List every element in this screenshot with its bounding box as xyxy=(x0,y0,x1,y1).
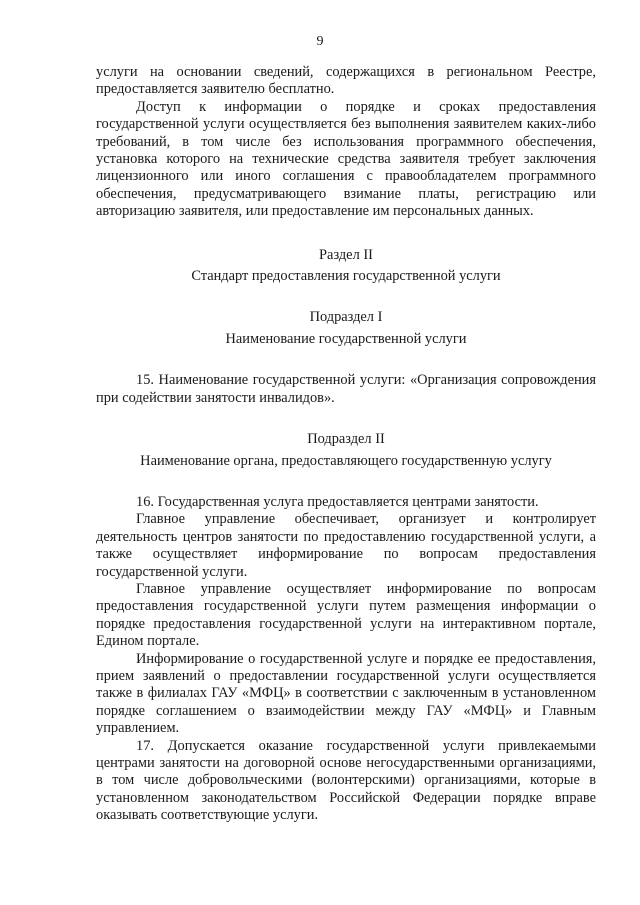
paragraph-15: 15. Наименование государственной услуги: «Организация сопровождения при содействии занятости инвалидов». xyxy=(96,372,596,406)
subsection-2-title: Наименование органа, предоставляющего государственную услугу xyxy=(140,452,552,469)
document-body xyxy=(96,64,596,825)
paragraph-access-info: Доступ к информации о порядке и сроках предоставления государственной услуги осуществляется без выполнения заявителем каких-либо требований, в том числе без использования программного обеспечения, установка которого на технические средства заявителя требует заключения лицензионного или иного соглашения с правообладателем программного обеспечения, предусматривающего взимание платы, регистрацию или авторизацию заявителя, или предоставление им персональных данных. xyxy=(96,98,596,220)
paragraph-16-control: Главное управление обеспечивает, организует и контролирует деятельность центров занятости по предоставлению государственной услуги, а также осуществляет информирование по вопросам предоставления государственной услуги. xyxy=(96,511,596,580)
subsection-1-label: Подраздел I xyxy=(309,309,383,326)
paragraph-17: 17. Допускается оказание государственной услуги привлекаемыми центрами занятости на договорной основе негосударственными организациями, в том числе добровольческими (волонтерскими) организациями, которые в установленном законодательством Российской Федерации порядке вправе оказывать соответствующие услуги. xyxy=(96,737,596,824)
paragraph-16-mfc: Информирование о государственной услуге и порядке ее предоставления, прием заявлений о предоставлении государственной услуги осуществляется также в филиалах ГАУ «МФЦ» в соответствии с заключенным в установленном порядке соглашением о взаимодействии между ГАУ «МФЦ» и Главным управлением. xyxy=(96,650,596,737)
paragraph-16: 16. Государственная услуга предоставляется центрами занятости. xyxy=(136,493,539,510)
section-label: Раздел II xyxy=(319,246,373,263)
paragraph-16-informing: Главное управление осуществляет информирование по вопросам предоставления государственной услуги путем размещения информации о порядке предоставления государственной услуги на интерактивном портале, Едином портале. xyxy=(96,580,596,650)
page-number: 9 xyxy=(316,34,324,49)
paragraph-fee-free: услуги на основании сведений, содержащихся в региональном Реестре, предоставляется заявителю бесплатно. xyxy=(96,64,596,98)
subsection-2-label: Подраздел II xyxy=(307,431,385,448)
subsection-1-title: Наименование государственной услуги xyxy=(225,330,467,347)
section-title: Стандарт предоставления государственной услуги xyxy=(191,268,501,285)
